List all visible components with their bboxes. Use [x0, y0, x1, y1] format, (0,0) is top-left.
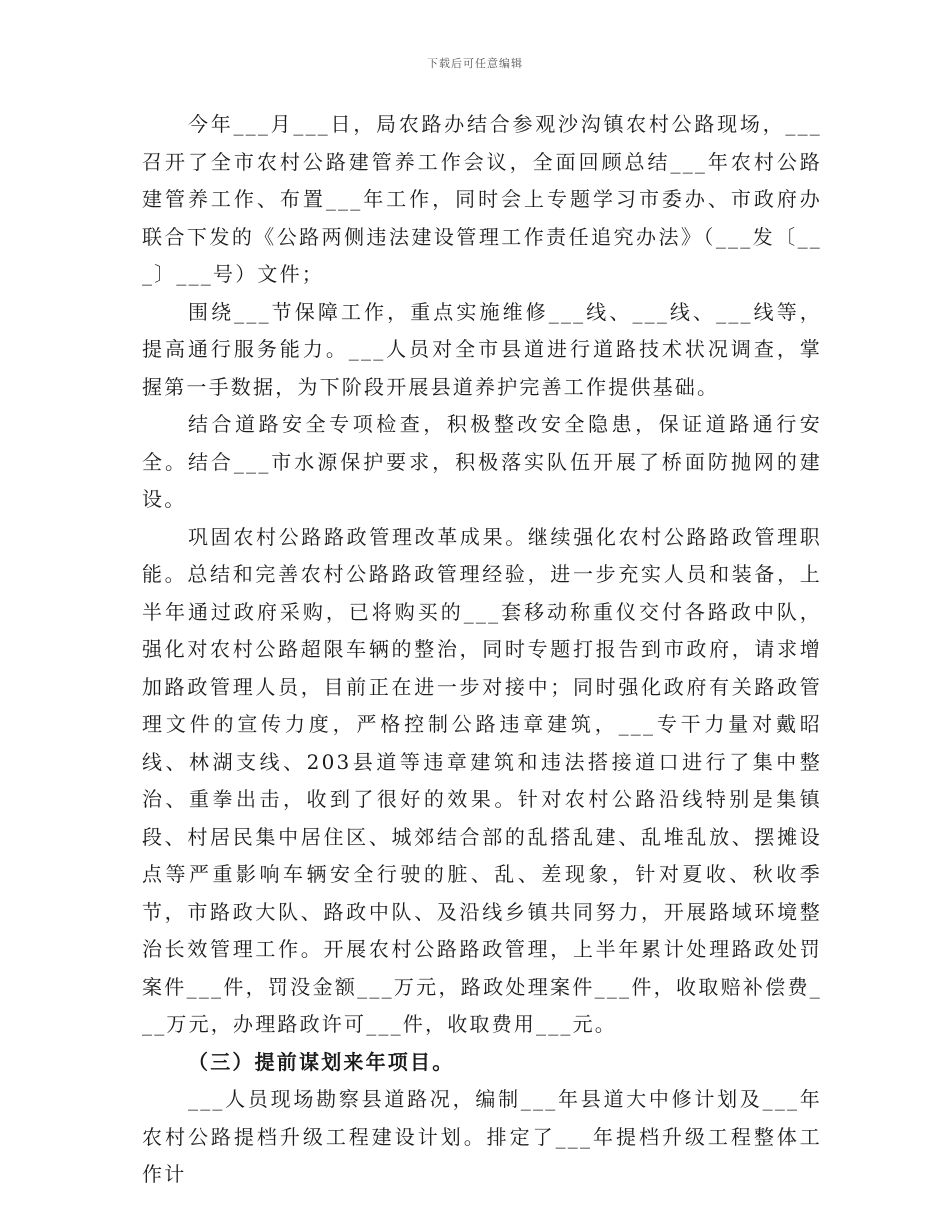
- paragraph-planning: ___人员现场勘察县道路况，编制___年县道大中修计划及___年农村公路提档升级工程建设计划。排定了___年提档升级工程整体工作计: [142, 1087, 822, 1186]
- paragraph-road-administration: 巩固农村公路路政管理改革成果。继续强化农村公路路政管理职能。总结和完善农村公路路政管理经验，进一步充实人员和装备，上半年通过政府采购，已将购买的___套移动称重仪交付各路政中队，强化对农村公路超限车辆的整治，同时专题打报告到市政府，请求增加路政管理人员，目前正在进一步对接中；同时强化政府有关路政管理文件的宣传力度，严格控制公路违章建筑，___专干力量对戴昭线、林湖支线、203县道等违章建筑和违法搭接道口进行了集中整治、重拳出击，收到了很好的效果。针对农村公路沿线特别是集镇段、村居民集中居住区、城郊结合部的乱搭乱建、乱堆乱放、摆摊设点等严重影响车辆安全行驶的脏、乱、差现象，针对夏收、秋收季节，市路政大队、路政中队、及沿线乡镇共同努力，开展路域环境整治长效管理工作。开展农村公路路政管理，上半年累计处理路政处罚案件___件，罚没金额___万元，路政处理案件___件，收取赔补偿费___万元，办理路政许可___件，收取费用___元。: [142, 524, 822, 1036]
- paragraph-meeting: 今年___月___日，局农路办结合参观沙沟镇农村公路现场，___召开了全市农村公路建管养工作会议，全面回顾总结___年农村公路建管养工作、布置___年工作，同时会上专题学习市委办、市政府办联合下发的《公路两侧违法建设管理工作责任追究办法》（___发〔___〕___号）文件；: [142, 112, 822, 286]
- paragraph-holiday-maintenance: 围绕___节保障工作，重点实施维修___线、___线、___线等，提高通行服务能力。___人员对全市县道进行道路技术状况调查，掌握第一手数据，为下阶段开展县道养护完善工作提供基础。: [142, 299, 822, 399]
- document-body: [142, 106, 822, 1194]
- paragraph-safety-inspection: 结合道路安全专项检查，积极整改安全隐患，保证道路通行安全。结合___市水源保护要求，积极落实队伍开展了桥面防抛网的建设。: [142, 412, 822, 511]
- page-header: 下载后可任意编辑: [427, 57, 523, 70]
- section-heading: （三）提前谋划来年项目。: [188, 1049, 455, 1074]
